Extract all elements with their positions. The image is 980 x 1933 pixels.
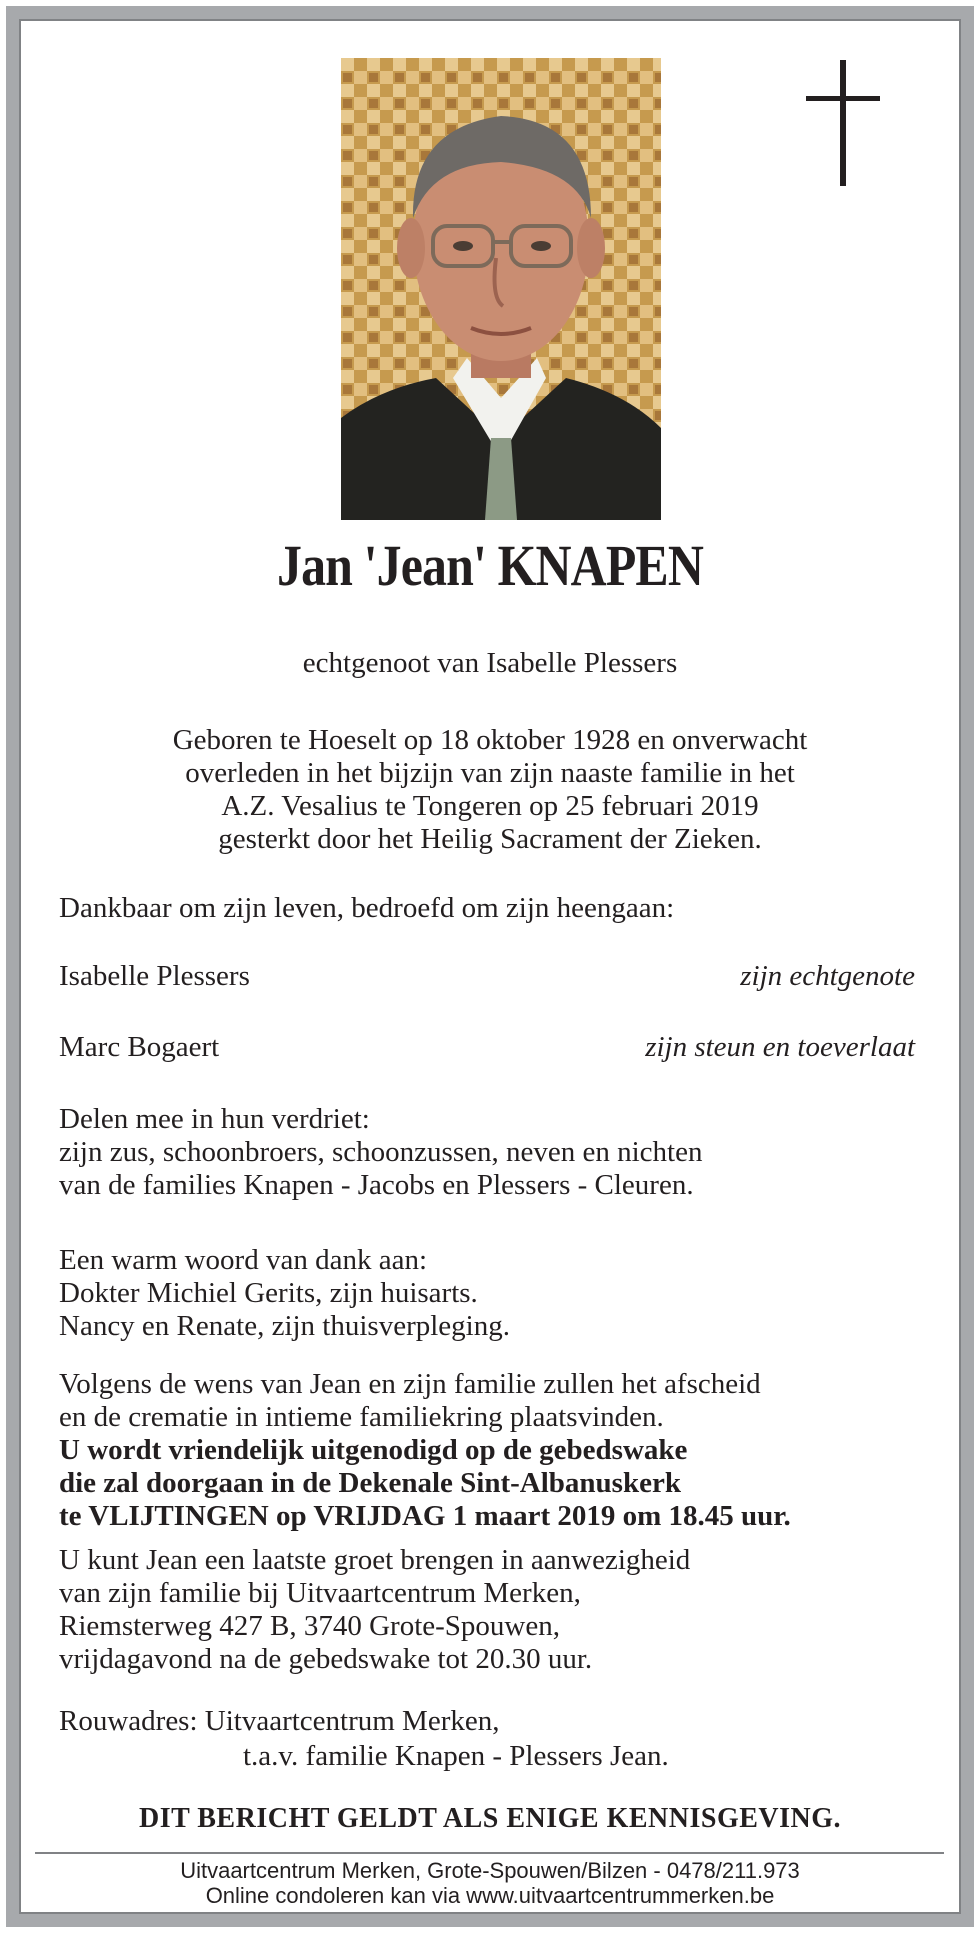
mourner-name: Isabelle Plessers (59, 960, 250, 992)
mourner-relation: zijn echtgenote (740, 960, 915, 992)
invitation-line-3: te VLIJTINGEN op VRIJDAG 1 maart 2019 om 18.45 uur. (59, 1500, 791, 1532)
thanks-line-2: Dokter Michiel Gerits, zijn huisarts. (59, 1277, 478, 1309)
thanks-line-1: Een warm woord van dank aan: (59, 1244, 428, 1276)
birth-death-line-3: A.Z. Vesalius te Tongeren op 25 februari 2019 (221, 790, 759, 822)
cross-icon (806, 60, 880, 186)
visit-line-3: Riemsterweg 427 B, 3740 Grote-Spouwen, (59, 1610, 560, 1642)
birth-death-line-2: overleden in het bijzijn van zijn naaste familie in het (185, 757, 795, 789)
address-line-1: Rouwadres: Uitvaartcentrum Merken, (59, 1705, 500, 1737)
sharing-line-1: Delen mee in hun verdriet: (59, 1103, 370, 1135)
ceremony-line-2: en de crematie in intieme familiekring plaatsvinden. (59, 1401, 664, 1433)
footer-line-1: Uitvaartcentrum Merken, Grote-Spouwen/Bilzen - 0478/211.973 (180, 1858, 800, 1883)
mourner-relation: zijn steun en toeverlaat (645, 1031, 915, 1063)
portrait-photo (341, 58, 661, 520)
ceremony-line-1: Volgens de wens van Jean en zijn familie zullen het afscheid (59, 1368, 761, 1400)
address-line-2: t.a.v. familie Knapen - Plessers Jean. (243, 1740, 669, 1772)
sharing-line-3: van de families Knapen - Jacobs en Plessers - Cleuren. (59, 1169, 694, 1201)
notice: DIT BERICHT GELDT ALS ENIGE KENNISGEVING. (138, 1803, 842, 1834)
footer-line-2: Online condoleren kan via www.uitvaartcentrummerken.be (205, 1883, 775, 1908)
deceased-name: Jan 'Jean' KNAPEN (276, 533, 704, 598)
visit-line-2: van zijn familie bij Uitvaartcentrum Merken, (59, 1577, 581, 1609)
spouse-line: echtgenoot van Isabelle Plessers (302, 647, 678, 679)
footer-divider (35, 1852, 944, 1854)
gratitude-intro: Dankbaar om zijn leven, bedroefd om zijn heengaan: (59, 892, 675, 924)
visit-line-1: U kunt Jean een laatste groet brengen in aanwezigheid (59, 1544, 691, 1576)
birth-death-line-1: Geboren te Hoeselt op 18 oktober 1928 en onverwacht (172, 724, 808, 756)
sharing-line-2: zijn zus, schoonbroers, schoonzussen, neven en nichten (59, 1136, 703, 1168)
birth-death-line-4: gesterkt door het Heilig Sacrament der Zieken. (218, 823, 762, 855)
invitation-line-2: die zal doorgaan in de Dekenale Sint-Albanuskerk (59, 1467, 681, 1499)
mourner-name: Marc Bogaert (59, 1031, 220, 1063)
thanks-line-3: Nancy en Renate, zijn thuisverpleging. (59, 1310, 510, 1342)
visit-line-4: vrijdagavond na de gebedswake tot 20.30 uur. (59, 1643, 593, 1675)
invitation-line-1: U wordt vriendelijk uitgenodigd op de gebedswake (59, 1434, 688, 1466)
